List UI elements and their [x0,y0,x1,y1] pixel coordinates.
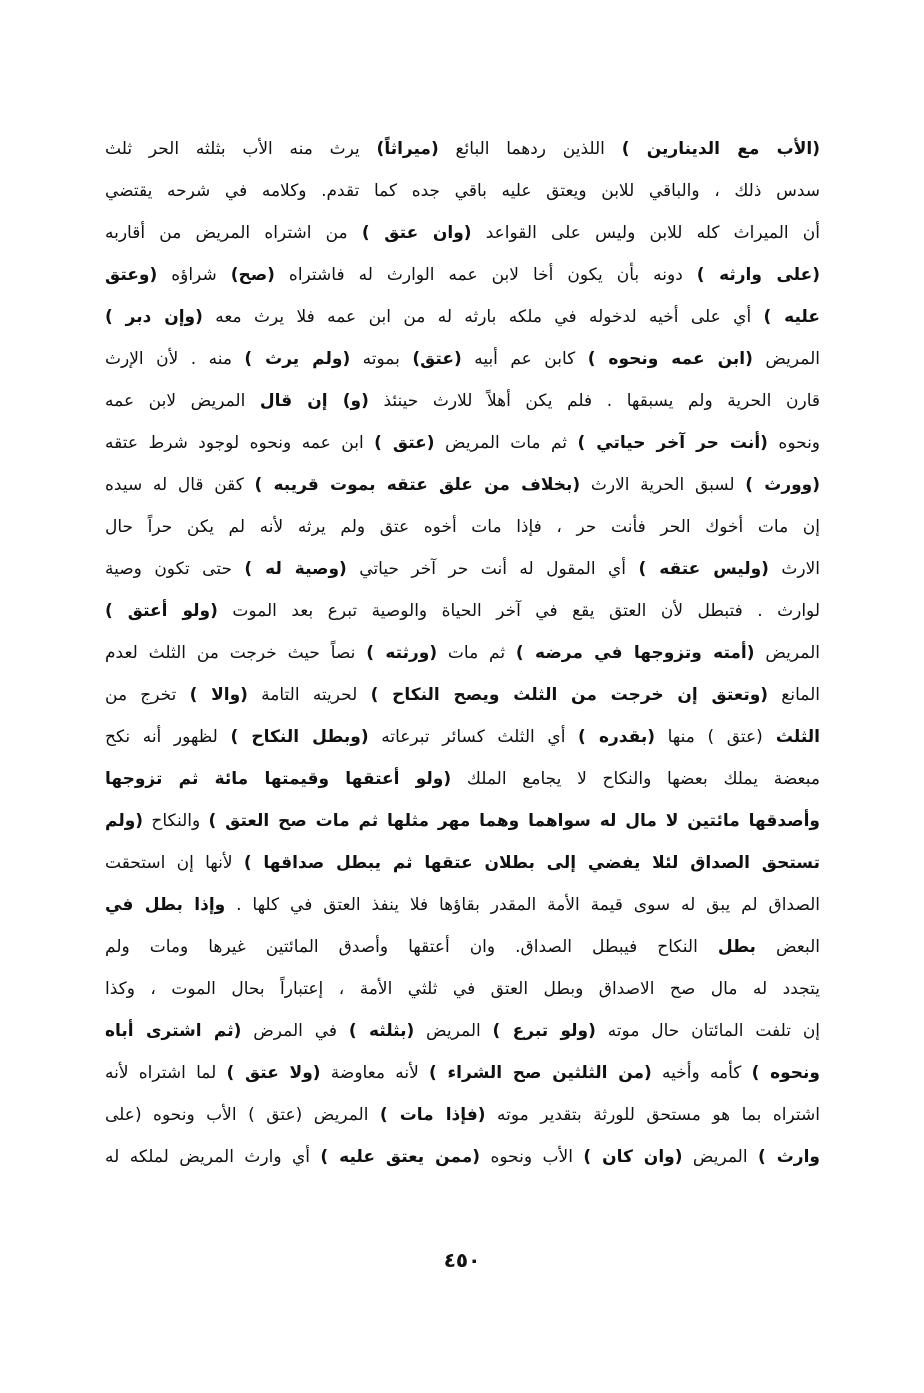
segment: الصداق لم يبق له سوى قيمة الأمة المقدر بقاؤها فلا ينفذ العتق في كلها . [225,895,820,915]
segment: (و) إن قال [259,391,369,411]
segment: (الأب مع الدينارين ) [621,139,820,159]
segment: وارث ) [758,1147,820,1167]
segment: قارن الحرية ولم يسبقها . فلم يكن أهلاً للارث حينئذ [368,391,820,411]
segment: (ولو تبرع ) [492,1021,596,1041]
segment: (فإذا مات ) [379,1105,486,1125]
segment: إن مات أخوك الحر فأنت حر ، فإذا مات أخوه عتق ولم يرثه لأنه لم يكن حراً حال [105,517,820,537]
segment: (بخلاف من علق عتقه بموت قريبه ) [254,475,581,495]
segment: المانع [768,685,820,705]
segment: (على وارثه ) [696,265,820,285]
segment: وإذا بطل في [105,895,226,915]
text-line-14 [105,674,820,716]
segment: البعض [755,937,820,957]
text-line-4 [105,254,820,296]
segment: اشتراه بما هو مستحق للورثة بتقدير موته [485,1105,820,1125]
segment: الثلث [762,727,820,747]
segment: لحريته التامة [247,685,371,705]
segment: المريض [682,1147,759,1167]
page-number: ٤٥٠ [443,1248,481,1272]
text-line-11 [105,548,820,590]
segment: لوارث . فتبطل لأن العتق يقع في آخر الحياة والوصية تبرع بعد الموت [217,601,820,621]
segment: (ولا عتق ) [226,1063,321,1083]
text-line-9 [105,464,820,506]
segment: من اشتراه المريض من أقاربه [105,223,362,243]
segment: شراؤه [157,265,231,285]
segment: (وعتق [105,265,158,285]
text-line-8 [105,422,820,464]
segment: (أمته وتزوجها في مرضه ) [515,643,755,663]
text-line-3 [105,212,820,254]
segment: سدس ذلك ، والباقي للابن ويعتق عليه باقي جده كما تقدم. وكلامه في شرحه يقتضي [105,181,820,201]
text-line-16 [105,758,820,800]
segment: الارث [768,559,820,579]
segment: (وليس عتقه ) [638,559,769,579]
segment: (وبطل النكاح ) [230,727,369,747]
segment: أي الثلث كسائر تبرعاته [368,727,579,747]
segment: منه . لأن الإرث [105,349,245,369]
text-line-12 [105,590,820,632]
segment: (ورثته ) [366,643,438,663]
segment: يتجدد له مال صح الاصداق وبطل العتق في ثلثي الأمة ، إعتباراً بحال الموت ، وكذا [105,979,820,999]
text-line-20 [105,926,820,968]
segment: (وصية له ) [244,559,347,579]
segment: أن الميراث كله للابن وليس على القواعد [471,223,820,243]
segment: دونه بأن يكون أخا لابن عمه الوارث له فاشتراه [274,265,697,285]
segment: حتى تكون وصية [105,559,245,579]
segment: (والا ) [189,685,248,705]
segment: (وإن دبر ) [105,307,203,327]
segment: ثم مات المريض [434,433,578,453]
segment: نصاً حيث خرجت من الثلث لعدم [105,643,367,663]
text-line-22 [105,1010,820,1052]
segment: (ثم اشترى أباه [105,1021,242,1041]
segment: (وان كان ) [583,1147,683,1167]
text-line-7 [105,380,820,422]
segment: يرث منه الأب بثلثه الحر ثلث [105,139,377,159]
body-text [105,128,820,1178]
segment: (بثلثه ) [348,1021,415,1041]
segment: المريض [752,349,820,369]
segment: المريض لابن عمه [105,391,260,411]
segment: (ممن يعتق عليه ) [320,1147,481,1167]
segment: أي وارث المريض لملكه له [105,1147,321,1167]
segment: (ولم [105,811,144,831]
segment: المريض [414,1021,493,1041]
segment: ونحوه [767,433,820,453]
segment: (ابن عمه ونحوه ) [587,349,753,369]
segment: وأصدقها مائتين لا مال له سواهما وهما مهر مثلها ثم مات صح العتق ) [208,811,820,831]
segment: كقن قال له سيده [105,475,255,495]
segment: عليه ) [763,307,820,327]
text-line-19 [105,884,820,926]
segment: تخرج من [105,685,190,705]
segment: (ولو أعتقها وقيمتها مائة ثم تزوجها [105,769,452,789]
segment: ونحوه ) [751,1063,820,1083]
segment: بموته [350,349,413,369]
segment: (عتق) [412,349,462,369]
segment: المريض [754,643,820,663]
segment: (عتق ) [374,433,435,453]
segment: (ميراثاً) [376,139,439,159]
segment: الأب ونحوه [480,1147,584,1167]
text-line-2 [105,170,820,212]
segment: المريض (عتق ) الأب ونحوه (على [105,1105,380,1125]
segment: ثم مات [437,643,516,663]
segment: لما اشتراه لأنه [105,1063,227,1083]
text-line-15 [105,716,820,758]
segment: لظهور أنه نكح [105,727,231,747]
text-line-1 [105,128,820,170]
segment: النكاح فيبطل الصداق. وان أعتقها وأصدق المائتين غيرها ومات ولم [105,937,718,957]
segment: (ولم يرث ) [244,349,351,369]
text-line-10 [105,506,820,548]
text-line-18 [105,842,820,884]
segment: مبعضة يملك بعضها والنكاح لا يجامع الملك [451,769,820,789]
segment: (ولو أعتق ) [105,601,218,621]
segment: (وورث ) [745,475,820,495]
text-line-6 [105,338,820,380]
text-line-17 [105,800,820,842]
segment: كابن عم أبيه [461,349,588,369]
segment: تستحق الصداق لئلا يفضي إلى بطلان عتقها ثم يبطل صداقها ) [243,853,820,873]
segment: أي على أخيه لدخوله في ملكه بارثه له من ابن عمه فلا يرث معه [202,307,764,327]
segment: ابن عمه ونحوه لوجود شرط عتقه [105,433,375,453]
segment: لأنه معاوضة [320,1063,429,1083]
segment: (بقدره ) [578,727,655,747]
segment: لأنها إن استحقت [105,853,244,873]
text-line-25 [105,1136,820,1178]
text-line-13 [105,632,820,674]
segment: في المرض [241,1021,349,1041]
text-line-23 [105,1052,820,1094]
segment: (عتق ) منها [654,727,763,747]
segment: أي المقول له أنت حر آخر حياتي [346,559,639,579]
segment: (وان عتق ) [361,223,472,243]
segment: والنكاح [143,811,209,831]
text-line-21 [105,968,820,1010]
segment: لسبق الحرية الارث [580,475,746,495]
segment: اللذين ردهما البائع [438,139,622,159]
segment: (صح) [230,265,275,285]
segment: كأمه وأخيه [651,1063,752,1083]
segment: بطل [717,937,756,957]
segment: (وتعتق إن خرجت من الثلث ويصح النكاح ) [370,685,769,705]
segment: إن تلفت المائتان حال موته [595,1021,820,1041]
text-line-5 [105,296,820,338]
text-line-24 [105,1094,820,1136]
segment: (من الثلثين صح الشراء ) [428,1063,652,1083]
segment: (أنت حر آخر حياتي ) [577,433,768,453]
